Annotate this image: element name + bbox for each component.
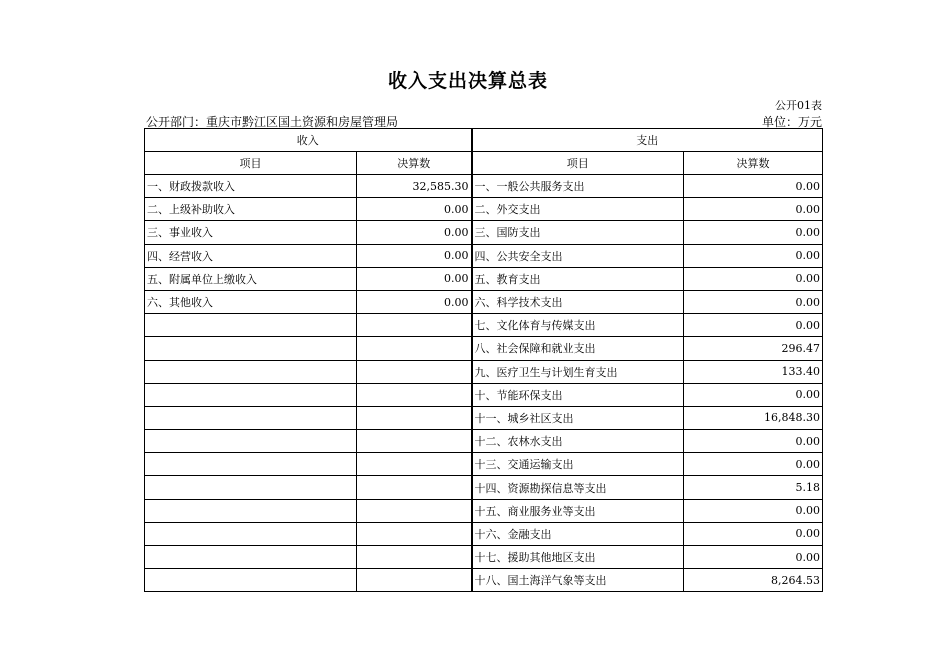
table-row [145,290,823,313]
income-item-cell: 四、经营收入 [145,244,357,267]
table-row [145,406,823,429]
expense-amount-cell: 296.47 [684,337,823,360]
expense-section-header: 支出 [472,129,823,152]
income-amount-cell [357,337,472,360]
income-amount-cell [357,383,472,406]
income-amount-cell: 0.00 [357,267,472,290]
department-label: 公开部门：重庆市黔江区国土资源和房屋管理局 [146,115,399,129]
income-item-cell [145,337,357,360]
expense-item-cell: 十三、交通运输支出 [472,453,684,476]
income-item-cell [145,569,357,592]
expense-item-cell: 五、教育支出 [472,267,684,290]
expense-amount-cell: 0.00 [684,290,823,313]
income-item-cell [145,522,357,545]
income-item-cell [145,476,357,499]
expense-amount-cell: 0.00 [684,453,823,476]
income-item-cell [145,430,357,453]
expense-amount-cell: 8,264.53 [684,569,823,592]
expense-item-cell: 十一、城乡社区支出 [472,406,684,429]
income-item-cell [145,406,357,429]
income-item-cell [145,453,357,476]
table-row [145,383,823,406]
expense-item-cell: 八、社会保障和就业支出 [472,337,684,360]
expense-item-cell: 二、外交支出 [472,198,684,221]
income-amount-cell [357,569,472,592]
income-item-cell: 二、上级补助收入 [145,198,357,221]
form-code: 公开01表 [775,99,822,112]
expense-item-cell: 十二、农林水支出 [472,430,684,453]
income-amount-cell [357,476,472,499]
expense-amount-header: 决算数 [684,152,823,175]
table-row [145,360,823,383]
expense-item-cell: 十七、援助其他地区支出 [472,546,684,569]
expense-amount-cell: 16,848.30 [684,406,823,429]
income-amount-cell [357,430,472,453]
expense-amount-cell: 0.00 [684,175,823,198]
income-item-cell: 一、财政拨款收入 [145,175,357,198]
table-row [145,337,823,360]
income-item-header: 项目 [145,152,357,175]
income-amount-cell [357,499,472,522]
unit-label: 单位：万元 [761,115,822,129]
income-amount-cell: 32,585.30 [357,175,472,198]
expense-item-cell: 十、节能环保支出 [472,383,684,406]
income-amount-cell [357,406,472,429]
income-item-cell [145,383,357,406]
income-amount-cell [357,360,472,383]
table-row [145,453,823,476]
expense-item-header: 项目 [472,152,684,175]
income-amount-cell: 0.00 [357,221,472,244]
expense-amount-cell: 133.40 [684,360,823,383]
expense-amount-cell: 0.00 [684,314,823,337]
income-amount-cell: 0.00 [357,290,472,313]
expense-amount-cell: 0.00 [684,383,823,406]
report-title: 收入支出决算总表 [387,70,548,92]
expense-item-cell: 一、一般公共服务支出 [472,175,684,198]
expense-item-cell: 七、文化体育与传媒支出 [472,314,684,337]
table-row [145,267,823,290]
table-body [145,175,823,592]
expense-amount-cell: 0.00 [684,546,823,569]
expense-item-cell: 三、国防支出 [472,221,684,244]
income-section-header: 收入 [145,129,472,152]
expense-amount-cell: 5.18 [684,476,823,499]
income-amount-cell [357,314,472,337]
column-header-row [145,152,823,175]
expense-amount-cell: 0.00 [684,499,823,522]
income-amount-cell: 0.00 [357,244,472,267]
expense-amount-cell: 0.00 [684,244,823,267]
table-row [145,314,823,337]
income-item-cell [145,499,357,522]
expense-amount-cell: 0.00 [684,522,823,545]
table-row [145,476,823,499]
income-item-cell [145,314,357,337]
expense-item-cell: 十五、商业服务业等支出 [472,499,684,522]
table-row [145,198,823,221]
expense-item-cell: 四、公共安全支出 [472,244,684,267]
table-row [145,221,823,244]
expense-item-cell: 十八、国土海洋气象等支出 [472,569,684,592]
section-header-row [145,129,823,152]
expense-item-cell: 六、科学技术支出 [472,290,684,313]
income-amount-cell [357,522,472,545]
table-row [145,546,823,569]
income-item-cell [145,360,357,383]
table-row [145,244,823,267]
income-item-cell [145,546,357,569]
income-amount-cell [357,453,472,476]
expense-amount-cell: 0.00 [684,267,823,290]
expense-amount-cell: 0.00 [684,221,823,244]
expense-amount-cell: 0.00 [684,430,823,453]
income-item-cell: 六、其他收入 [145,290,357,313]
income-amount-cell: 0.00 [357,198,472,221]
expense-item-cell: 九、医疗卫生与计划生育支出 [472,360,684,383]
table-row [145,175,823,198]
table-row [145,430,823,453]
income-amount-header: 决算数 [357,152,472,175]
expense-item-cell: 十六、金融支出 [472,522,684,545]
table-row [145,499,823,522]
expense-amount-cell: 0.00 [684,198,823,221]
table-row [145,522,823,545]
table-row [145,569,823,592]
income-item-cell: 五、附属单位上缴收入 [145,267,357,290]
budget-summary-table [144,128,823,592]
expense-item-cell: 十四、资源勘探信息等支出 [472,476,684,499]
income-amount-cell [357,546,472,569]
income-item-cell: 三、事业收入 [145,221,357,244]
